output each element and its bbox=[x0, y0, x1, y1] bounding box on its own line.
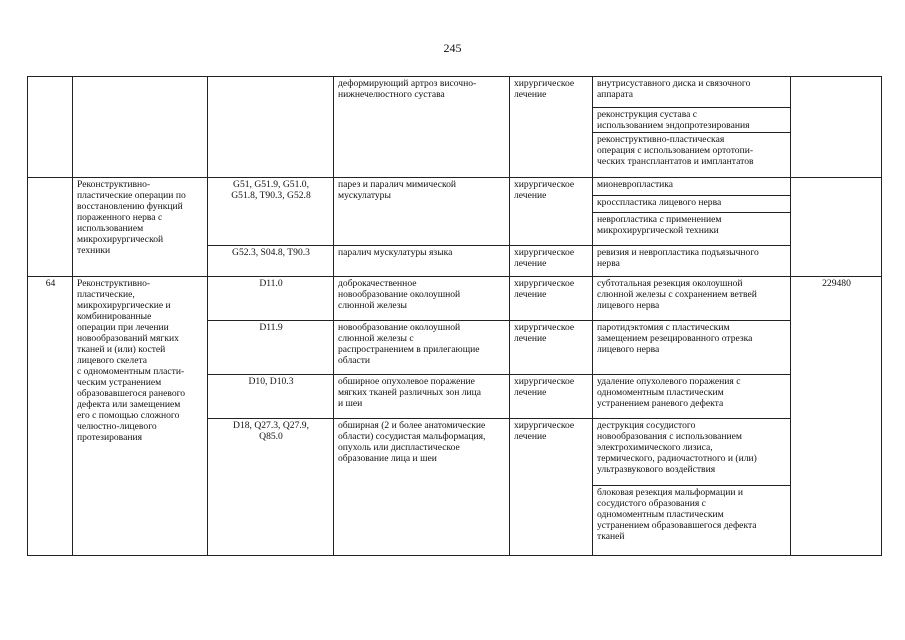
treatment-method-line: удаление опухолевого поражения с bbox=[597, 376, 741, 387]
patient-model-line: и шеи bbox=[338, 398, 363, 409]
patient-model bbox=[334, 375, 510, 419]
treatment-method-line: блоковая резекция мальформации и bbox=[597, 487, 744, 498]
procedure-group-name bbox=[73, 178, 208, 277]
procedure-group-name-line: микрохирургической bbox=[77, 234, 164, 245]
treatment-type bbox=[510, 77, 593, 178]
treatment-method-line: устранением образовавшегося дефекта bbox=[597, 520, 757, 531]
treatment-method-line: микрохирургической техники bbox=[597, 225, 719, 236]
treatment-method-line: электрохимического лизиса, bbox=[597, 442, 713, 453]
procedure-group-name-line: лицевого скелета bbox=[77, 355, 148, 366]
procedure-group-name-line: Реконструктивно- bbox=[77, 179, 151, 190]
treatment-method bbox=[593, 108, 791, 133]
treatment-type-line: хирургическое bbox=[514, 179, 575, 190]
procedure-group-name-line: ческим устранением bbox=[77, 377, 162, 388]
treatment-type-line: лечение bbox=[514, 387, 547, 398]
procedure-group-name bbox=[73, 77, 208, 178]
patient-model-line: области bbox=[338, 355, 371, 366]
treatment-method-line: устранением раневого дефекта bbox=[597, 398, 724, 409]
diagnosis-code-line: G51, G51.9, G51.0, bbox=[233, 179, 309, 190]
treatment-method bbox=[593, 375, 791, 419]
diagnosis-code bbox=[208, 77, 334, 178]
table-row bbox=[28, 277, 882, 321]
treatment-method-line: тканей bbox=[597, 531, 625, 542]
table-row bbox=[28, 178, 882, 196]
patient-model-line: слюнной железы с bbox=[338, 333, 414, 344]
patient-model bbox=[334, 77, 510, 178]
procedure-group-name-line: дефекта или замещением bbox=[77, 399, 181, 410]
patient-model-line: опухоль или диспластическое bbox=[338, 442, 460, 453]
treatment-type-line: лечение bbox=[514, 258, 547, 269]
treatment-method bbox=[593, 277, 791, 321]
patient-model bbox=[334, 321, 510, 375]
procedure-group-name-line: пластические, bbox=[77, 289, 135, 300]
row-number bbox=[28, 77, 73, 178]
procedure-group-name-line: челюстно-лицевого bbox=[77, 421, 157, 432]
treatment-type-line: хирургическое bbox=[514, 278, 575, 289]
patient-model-line: обширная (2 и более анатомические bbox=[338, 420, 486, 431]
price-value: 229480 bbox=[791, 277, 882, 556]
treatment-method-line: реконструкция сустава с bbox=[597, 109, 698, 120]
procedure-group-name-line: пораженного нерва с bbox=[77, 212, 163, 223]
treatment-type-line: хирургическое bbox=[514, 376, 575, 387]
patient-model bbox=[334, 178, 510, 246]
treatment-method-line: лицевого нерва bbox=[597, 344, 660, 355]
procedure-group-name-line: пластические операции по bbox=[77, 190, 186, 201]
treatment-method-line: субтотальная резекция околоушной bbox=[597, 278, 743, 289]
treatment-type bbox=[510, 321, 593, 375]
procedure-group-name-line: его с помощью сложного bbox=[77, 410, 180, 421]
table-row bbox=[28, 77, 882, 108]
treatment-type bbox=[510, 419, 593, 556]
treatment-method-line: внутрисуставного диска и связочного bbox=[597, 78, 751, 89]
treatment-type-line: хирургическое bbox=[514, 247, 575, 258]
patient-model-line: доброкачественное bbox=[338, 278, 417, 289]
treatment-method-line: невропластика с применением bbox=[597, 214, 722, 225]
procedure-group-name bbox=[73, 277, 208, 556]
procedure-group-name-line: восстановлению функций bbox=[77, 201, 183, 212]
patient-model-line: мягких тканей различных зон лица bbox=[338, 387, 482, 398]
row-number bbox=[28, 178, 73, 277]
page-number: 245 bbox=[443, 41, 462, 55]
treatment-method-line: нерва bbox=[597, 258, 620, 269]
diagnosis-code bbox=[208, 419, 334, 556]
procedure-group-name-line: Реконструктивно- bbox=[77, 278, 151, 289]
diagnosis-code-line: D10, D10.3 bbox=[248, 376, 294, 387]
price-value bbox=[791, 77, 882, 178]
procedure-group-name-line: микрохирургические и bbox=[77, 300, 171, 311]
diagnosis-code-line: G52.3, S04.8, T90.3 bbox=[232, 247, 310, 258]
diagnosis-code-line: Q85.0 bbox=[259, 431, 283, 442]
procedure-group-name-line: техники bbox=[77, 245, 111, 256]
diagnosis-code-line: D11.9 bbox=[259, 322, 283, 333]
diagnosis-code bbox=[208, 246, 334, 277]
treatment-type-line: лечение bbox=[514, 289, 547, 300]
treatment-method-line: аппарата bbox=[597, 89, 634, 100]
treatment-method-line: термического, радиочастотного и (или) bbox=[597, 453, 757, 464]
procedure-group-name-line: комбинированные bbox=[77, 311, 152, 322]
patient-model-line: слюнной железы bbox=[338, 300, 407, 311]
treatment-method-line: операция с использованием ортотопи- bbox=[597, 145, 754, 156]
treatment-method bbox=[593, 133, 791, 178]
medical-procedures-table bbox=[27, 76, 882, 556]
treatment-type-line: хирургическое bbox=[514, 322, 575, 333]
price-value bbox=[791, 178, 882, 277]
treatment-method bbox=[593, 486, 791, 556]
diagnosis-code bbox=[208, 178, 334, 246]
treatment-type-line: лечение bbox=[514, 89, 547, 100]
patient-model-line: распространением в прилегающие bbox=[338, 344, 480, 355]
procedure-group-name-line: образовавшегося раневого bbox=[77, 388, 186, 399]
diagnosis-code bbox=[208, 375, 334, 419]
procedure-group-name-line: операции при лечении bbox=[77, 322, 169, 333]
treatment-method-line: деструкция сосудистого bbox=[597, 420, 696, 431]
patient-model bbox=[334, 246, 510, 277]
procedure-group-name-line: протезирования bbox=[77, 432, 143, 443]
treatment-method bbox=[593, 77, 791, 108]
procedure-group-name-line: с одномоментным пласти- bbox=[77, 366, 185, 377]
treatment-method-line: ревизия и невропластика подъязычного bbox=[597, 247, 759, 258]
treatment-method bbox=[593, 213, 791, 246]
treatment-type-line: хирургическое bbox=[514, 420, 575, 431]
treatment-type bbox=[510, 277, 593, 321]
treatment-method bbox=[593, 196, 791, 213]
treatment-method-line: замещением резецированного отрезка bbox=[597, 333, 753, 344]
treatment-method bbox=[593, 419, 791, 486]
treatment-method-line: слюнной железы с сохранением ветвей bbox=[597, 289, 757, 300]
treatment-method-line: новообразования с использованием bbox=[597, 431, 743, 442]
treatment-method-line: одномоментным пластическим bbox=[597, 387, 724, 398]
treatment-type bbox=[510, 375, 593, 419]
treatment-method-line: ультразвукового воздействия bbox=[597, 464, 716, 475]
patient-model-line: обширное опухолевое поражение bbox=[338, 376, 475, 387]
patient-model-line: новообразование околоушной bbox=[338, 289, 461, 300]
treatment-method-line: кросспластика лицевого нерва bbox=[597, 197, 722, 208]
treatment-method bbox=[593, 321, 791, 375]
diagnosis-code-line: D18, Q27.3, Q27.9, bbox=[233, 420, 309, 431]
patient-model-line: парез и паралич мимической bbox=[338, 179, 457, 190]
treatment-type bbox=[510, 178, 593, 246]
row-number: 64 bbox=[28, 277, 73, 556]
patient-model bbox=[334, 277, 510, 321]
patient-model-line: мускулатуры bbox=[338, 190, 391, 201]
procedure-group-name-line: новообразований мягких bbox=[77, 333, 179, 344]
treatment-method-line: одномоментным пластическим bbox=[597, 509, 724, 520]
treatment-method bbox=[593, 246, 791, 277]
diagnosis-code-line: G51.8, T90.3, G52.8 bbox=[231, 190, 311, 201]
treatment-method-line: мионевропластика bbox=[597, 179, 674, 190]
patient-model-line: нижнечелюстного сустава bbox=[338, 89, 445, 100]
patient-model-line: паралич мускулатуры языка bbox=[338, 247, 453, 258]
patient-model-line: образование лица и шеи bbox=[338, 453, 437, 464]
procedure-group-name-line: тканей и (или) костей bbox=[77, 344, 166, 355]
treatment-method-line: использованием эндопротезирования bbox=[597, 120, 750, 131]
patient-model-line: новообразование околоушной bbox=[338, 322, 461, 333]
treatment-method-line: реконструктивно-пластическая bbox=[597, 134, 725, 145]
treatment-method-line: сосудистого образования с bbox=[597, 498, 706, 509]
treatment-type-line: лечение bbox=[514, 333, 547, 344]
patient-model bbox=[334, 419, 510, 556]
treatment-method-line: ческих трансплантатов и имплантатов bbox=[597, 156, 754, 167]
treatment-type-line: лечение bbox=[514, 431, 547, 442]
treatment-method-line: паротидэктомия с пластическим bbox=[597, 322, 730, 333]
diagnosis-code bbox=[208, 277, 334, 321]
diagnosis-code bbox=[208, 321, 334, 375]
diagnosis-code-line: D11.0 bbox=[259, 278, 283, 289]
treatment-type-line: лечение bbox=[514, 190, 547, 201]
treatment-method-line: лицевого нерва bbox=[597, 300, 660, 311]
treatment-method bbox=[593, 178, 791, 196]
treatment-type-line: хирургическое bbox=[514, 78, 575, 89]
procedure-group-name-line: использованием bbox=[77, 223, 144, 234]
patient-model-line: деформирующий артроз височно- bbox=[338, 78, 477, 89]
treatment-type bbox=[510, 246, 593, 277]
patient-model-line: области) сосудистая мальформация, bbox=[338, 431, 486, 442]
